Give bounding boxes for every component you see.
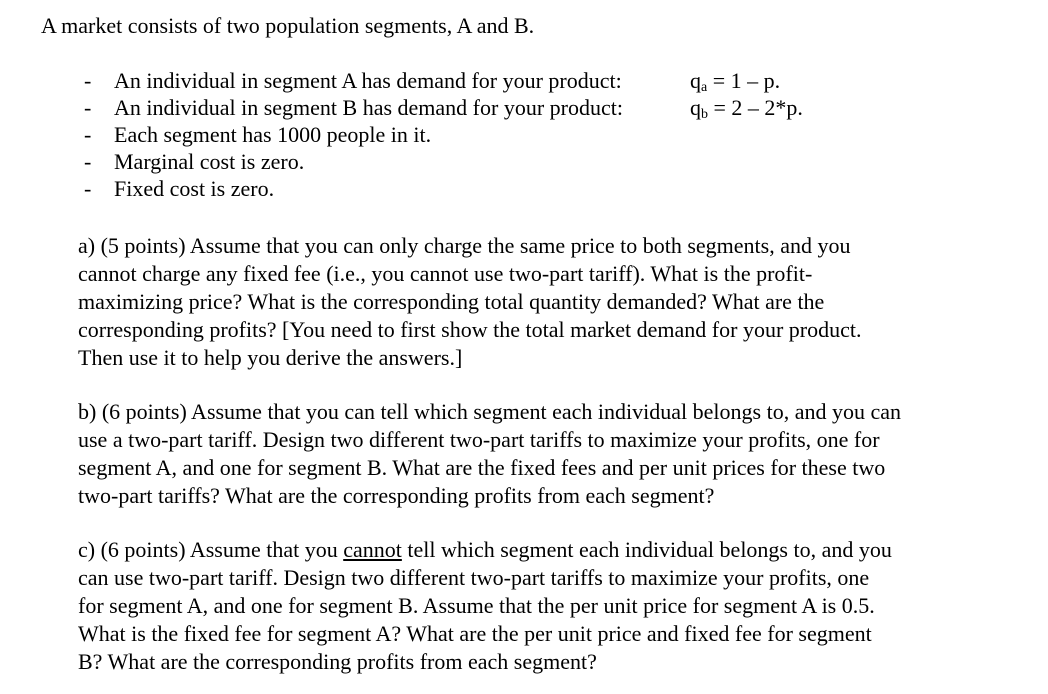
eq-variable: q [690, 68, 701, 93]
question-a [78, 232, 998, 372]
question-line: b) (6 points) Assume that you can tell which segment each individual belongs to, and you can [78, 399, 901, 424]
question-line: cannot charge any fixed fee (i.e., you cannot use two-part tariff). What is the profit- [78, 261, 813, 286]
bullet-dash: - [84, 149, 92, 174]
bullet-text: Marginal cost is zero. [114, 149, 305, 174]
question-text-post: tell which segment each individual belongs to, and you [401, 537, 892, 562]
eq-subscript: a [701, 80, 708, 95]
bullet-text: An individual in segment A has demand for your product: [114, 68, 622, 93]
bullet-dash: - [84, 176, 92, 201]
question-b [78, 398, 998, 510]
underlined-cannot: cannot [343, 537, 402, 562]
question-line: B? What are the corresponding profits from each segment? [78, 649, 597, 674]
question-line: What is the fixed fee for segment A? What are the per unit price and fixed fee for segment [78, 621, 872, 646]
bullet-dash: - [84, 95, 92, 120]
question-line: Then use it to help you derive the answers.] [78, 345, 463, 370]
question-line: can use two-part tariff. Design two different two-part tariffs to maximize your profits, one [78, 565, 870, 590]
eq-rhs: = 1 – p. [712, 68, 781, 93]
question-line: maximizing price? What is the corresponding total quantity demanded? What are the [78, 289, 825, 314]
bullet-dash: - [84, 68, 92, 93]
bullet-dash: - [84, 122, 92, 147]
question-line: for segment A, and one for segment B. Assume that the per unit price for segment A is 0.5. [78, 593, 875, 618]
question-text-pre: c) (6 points) Assume that you [78, 537, 344, 562]
bullet-text: Each segment has 1000 people in it. [114, 122, 432, 147]
question-line: two-part tariffs? What are the corresponding profits from each segment? [78, 483, 715, 508]
demand-equation-b [690, 94, 803, 128]
intro-text: A market consists of two population segments, A and B. [41, 13, 535, 38]
eq-rhs: = 2 – 2*p. [713, 95, 803, 120]
question-c [78, 536, 998, 676]
question-line: use a two-part tariff. Design two different two-part tariffs to maximize your profits, one for [78, 427, 880, 452]
bullet-text: An individual in segment B has demand for your product: [114, 95, 623, 120]
eq-variable: q [690, 95, 701, 120]
question-line-first [78, 536, 998, 564]
question-line: segment A, and one for segment B. What are the fixed fees and per unit prices for these two [78, 455, 886, 480]
eq-subscript: b [701, 107, 708, 122]
question-line: a) (5 points) Assume that you can only charge the same price to both segments, and you [78, 233, 851, 258]
bullet-text: Fixed cost is zero. [114, 176, 275, 201]
question-line: corresponding profits? [You need to first show the total market demand for your product. [78, 317, 862, 342]
